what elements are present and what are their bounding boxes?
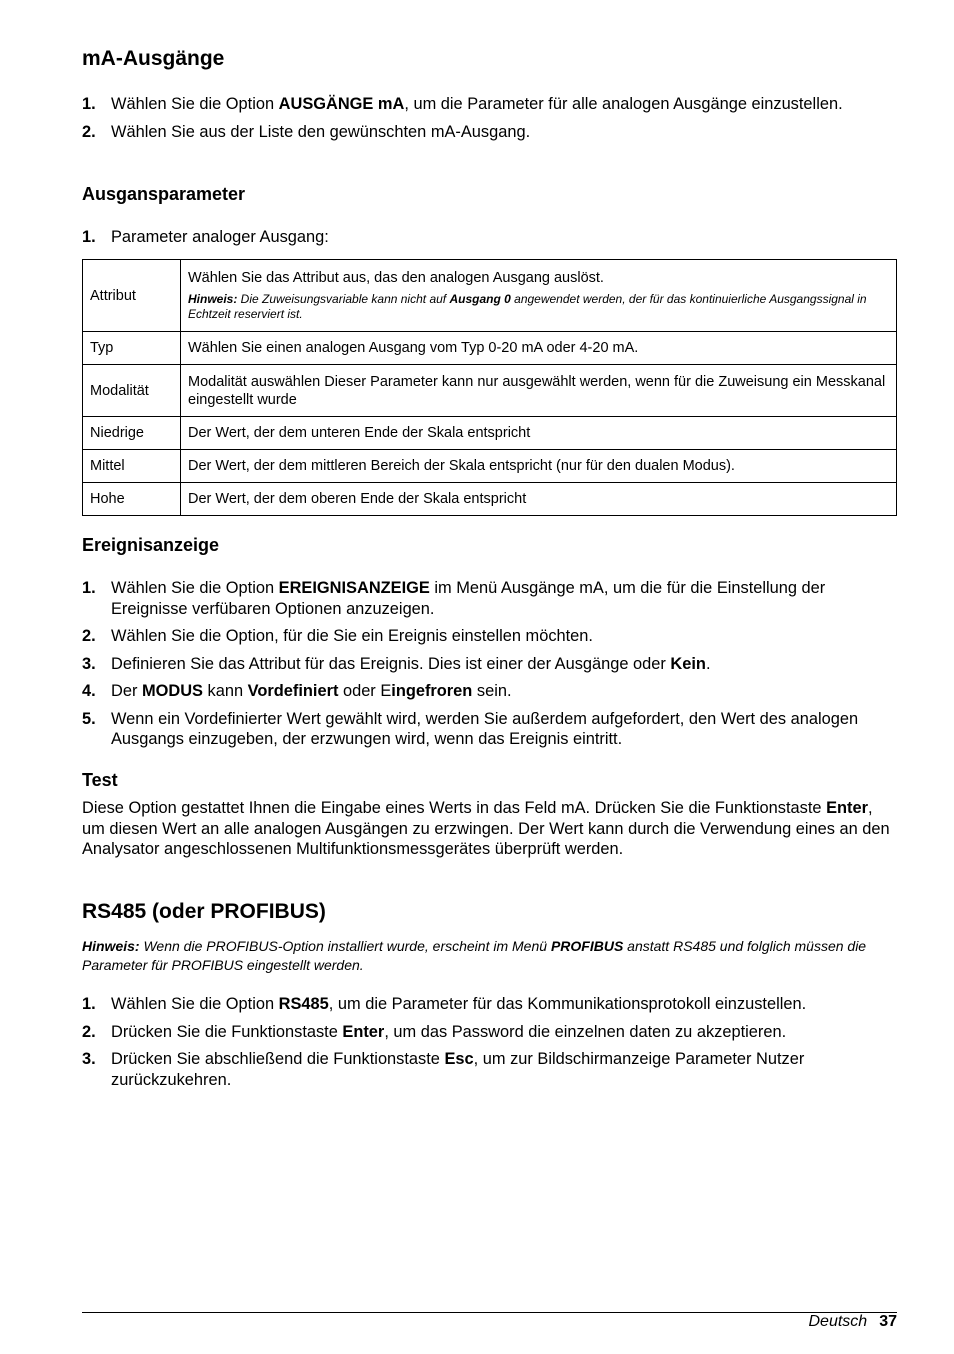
step-text: . — [705, 654, 711, 673]
section-title-rs485: RS485 (oder PROFIBUS) — [82, 900, 326, 923]
note-text: angewendet werden, der für das kontinuierliche Ausgangssignal in Echtzeit reserviert ist. — [188, 291, 867, 321]
step-text: , um die Parameter für alle analogen Ausgänge einzustellen. — [404, 95, 843, 113]
step-text: kann — [202, 682, 248, 700]
page-number: 37 — [879, 1313, 897, 1330]
param-name: Hohe — [83, 483, 181, 516]
list-item — [82, 1049, 897, 1090]
param-text: Wählen Sie das Attribut aus, das den analogen Ausgang auslöst. — [188, 269, 604, 286]
list-item — [82, 94, 897, 115]
paragraph-text: Diese Option gestattet Ihnen die Eingabe eines Werts in das Feld mA. Drücken Sie die Funktionstaste — [82, 799, 827, 817]
param-name: Mittel — [83, 450, 181, 483]
note-text: Wenn die PROFIBUS-Option installiert wurde, erscheint im Menü — [139, 938, 551, 954]
list-item — [82, 709, 897, 750]
step-number: 1. — [82, 228, 96, 246]
step-keyword: Enter — [342, 1022, 385, 1041]
step-number: 1. — [82, 995, 96, 1013]
step-text: , um die Parameter für das Kommunikationsprotokoll einzustellen. — [328, 995, 807, 1013]
page-footer — [809, 1313, 898, 1331]
step-keyword: Esc — [444, 1050, 474, 1068]
step-number: 2. — [82, 627, 96, 645]
step-text: sein. — [472, 682, 512, 700]
section-title-ma-ausgaenge: mA-Ausgänge — [82, 47, 225, 70]
step-text: Wählen Sie die Option — [111, 579, 279, 597]
table-row — [83, 417, 897, 450]
param-name: Niedrige — [83, 417, 181, 450]
table-row — [83, 483, 897, 516]
test-paragraph — [82, 798, 897, 860]
step-text: Parameter analoger Ausgang: — [111, 228, 329, 246]
subsection-title-test: Test — [82, 770, 118, 790]
step-keyword: EREIGNISANZEIGE — [278, 579, 430, 597]
step-text: , um das Password die einzelnen daten zu akzeptieren. — [384, 1022, 787, 1041]
step-number: 1. — [82, 579, 96, 597]
note-label: Hinweis: — [188, 291, 238, 306]
list-item — [82, 654, 897, 675]
list-item — [82, 227, 897, 248]
list-item — [82, 681, 897, 702]
param-steps-list — [82, 227, 897, 248]
step-keyword: ingefroren — [391, 682, 473, 700]
param-description: Wählen Sie einen analogen Ausgang vom Typ 0-20 mA oder 4-20 mA. — [181, 332, 897, 365]
step-keyword: Vordefiniert — [247, 682, 339, 700]
step-text: Drücken Sie abschließend die Funktionstaste — [111, 1050, 445, 1068]
list-item — [82, 1022, 897, 1043]
step-text: Der — [111, 682, 142, 700]
param-description: Modalität auswählen Dieser Parameter kann nur ausgewählt werden, wenn für die Zuweisung ein Messkanal eingestellt wurde — [181, 365, 897, 417]
step-text: Drücken Sie die Funktionstaste — [111, 1022, 343, 1041]
subsection-title-ausgansparameter: Ausgansparameter — [82, 184, 246, 204]
param-description — [181, 260, 897, 332]
note-text: Die Zuweisungsvariable kann nicht auf — [237, 291, 450, 306]
step-number: 2. — [82, 1022, 96, 1041]
step-keyword: MODUS — [141, 682, 203, 700]
event-steps-list — [82, 578, 897, 750]
note-label: Hinweis: — [82, 938, 140, 954]
paragraph-text: , um diesen Wert an alle analogen Ausgängen zu erzwingen. Der Wert kann durch die Verwendung eines an den Analysator angeschlossenen Multifunktionsmessgerätes überprüft werden. — [82, 799, 890, 858]
step-text: , um zur Bildschirmanzeige Parameter Nutzer zurückzukehren. — [111, 1050, 805, 1089]
param-name: Typ — [83, 332, 181, 365]
table-row — [83, 365, 897, 417]
step-text: Wählen Sie die Option — [111, 995, 279, 1013]
step-keyword: RS485 — [278, 995, 329, 1013]
param-description: Der Wert, der dem unteren Ende der Skala entspricht — [181, 417, 897, 450]
step-keyword: Kein — [670, 654, 706, 673]
parameter-table — [82, 259, 897, 516]
param-description: Der Wert, der dem oberen Ende der Skala entspricht — [181, 483, 897, 516]
step-text: Definieren Sie das Attribut für das Ereignis. Dies ist einer der Ausgänge oder — [111, 654, 671, 673]
param-note — [188, 292, 889, 322]
footer-divider — [82, 1312, 897, 1313]
table-row — [83, 450, 897, 483]
list-item — [82, 122, 897, 143]
note-keyword: PROFIBUS — [550, 938, 624, 954]
step-text: im Menü Ausgänge mA, um die für die Einstellung der Ereignisse verfübaren Optionen anzuzeigen. — [111, 579, 826, 618]
rs485-steps-list — [82, 994, 897, 1090]
list-item — [82, 994, 897, 1015]
footer-language: Deutsch — [808, 1313, 868, 1330]
list-item — [82, 578, 897, 619]
step-text: Wenn ein Vordefinierter Wert gewählt wird, werden Sie außerdem aufgefordert, den Wert des analogen Ausgangs einzugeben, der erzwungen wird, wenn das Ereignis eintritt. — [111, 709, 859, 748]
table-row — [83, 260, 897, 332]
step-number: 3. — [82, 654, 96, 673]
subsection-title-ereignisanzeige: Ereignisanzeige — [82, 535, 220, 555]
note-text: anstatt RS485 und folglich müssen die Parameter für PROFIBUS eingestellt werden. — [82, 938, 867, 973]
ma-steps-list — [82, 94, 897, 142]
table-row — [83, 332, 897, 365]
step-number: 5. — [82, 709, 96, 728]
step-text: oder E — [338, 682, 392, 700]
step-number: 2. — [82, 122, 96, 141]
step-keyword: AUSGÄNGE mA — [278, 95, 405, 113]
list-item — [82, 626, 897, 647]
step-number: 4. — [82, 682, 96, 700]
param-name: Attribut — [83, 260, 181, 332]
step-text: Wählen Sie die Option, für die Sie ein Ereignis einstellen möchten. — [111, 627, 593, 645]
step-text: Wählen Sie die Option — [111, 95, 279, 113]
param-description: Der Wert, der dem mittleren Bereich der Skala entspricht (nur für den dualen Modus). — [181, 450, 897, 483]
param-name: Modalität — [83, 365, 181, 417]
step-number: 1. — [82, 95, 96, 113]
step-number: 3. — [82, 1050, 96, 1068]
note-keyword: Ausgang 0 — [449, 291, 511, 306]
rs485-note — [82, 937, 897, 974]
step-text: Wählen Sie aus der Liste den gewünschten mA-Ausgang. — [111, 122, 531, 141]
paragraph-keyword: Enter — [826, 799, 868, 817]
